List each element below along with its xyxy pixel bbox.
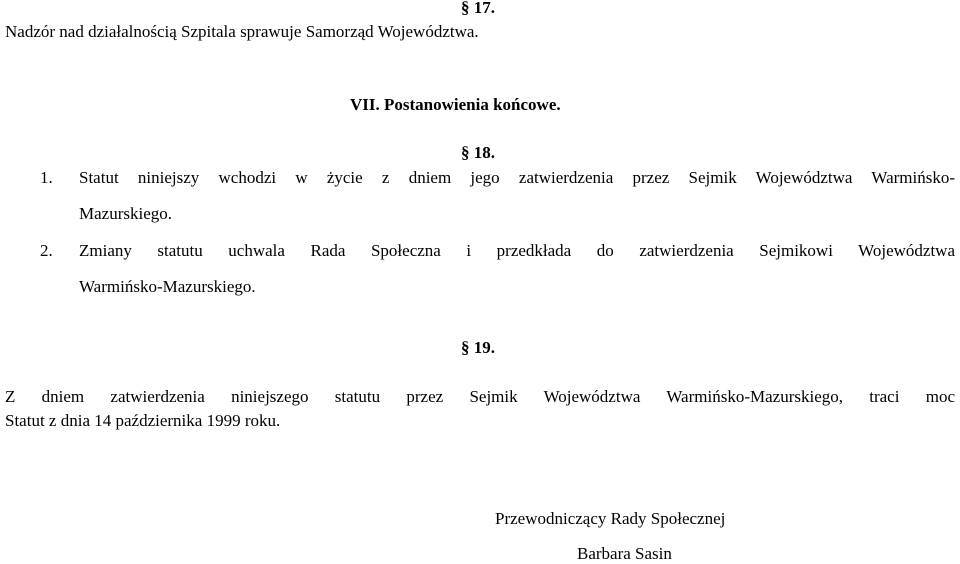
section-17-text: Nadzór nad działalnością Szpitala sprawuje Samorząd Województwa. xyxy=(5,22,479,41)
section-19-line-2: Statut z dnia 14 października 1999 roku. xyxy=(5,411,281,430)
section-18-item-2-number: 2. xyxy=(40,241,53,260)
chapter-7-title: VII. Postanowienia końcowe. xyxy=(350,95,561,114)
section-18-item-1-number: 1. xyxy=(40,168,53,187)
section-18-item-2-line-2: Warmińsko-Mazurskiego. xyxy=(79,277,256,296)
section-17-heading: § 17. xyxy=(461,0,495,17)
section-19-heading: § 19. xyxy=(461,338,495,357)
section-19-line-1: Z dniem zatwierdzenia niniejszego statutu przez Sejmik Województwa Warmińsko-Mazurskiego, traci moc xyxy=(5,387,955,406)
section-18-item-1-line-2: Mazurskiego. xyxy=(79,204,173,223)
section-18-heading: § 18. xyxy=(461,143,495,162)
section-18-item-1-line-1: Statut niniejszy wchodzi w życie z dniem jego zatwierdzenia przez Sejmik Województwa Warmińsko- xyxy=(79,168,955,187)
signature-title: Przewodniczący Rady Społecznej xyxy=(495,509,726,528)
signature-name: Barbara Sasin xyxy=(577,544,672,563)
section-18-item-2-line-1: Zmiany statutu uchwala Rada Społeczna i przedkłada do zatwierdzenia Sejmikowi Województwa xyxy=(79,241,955,260)
